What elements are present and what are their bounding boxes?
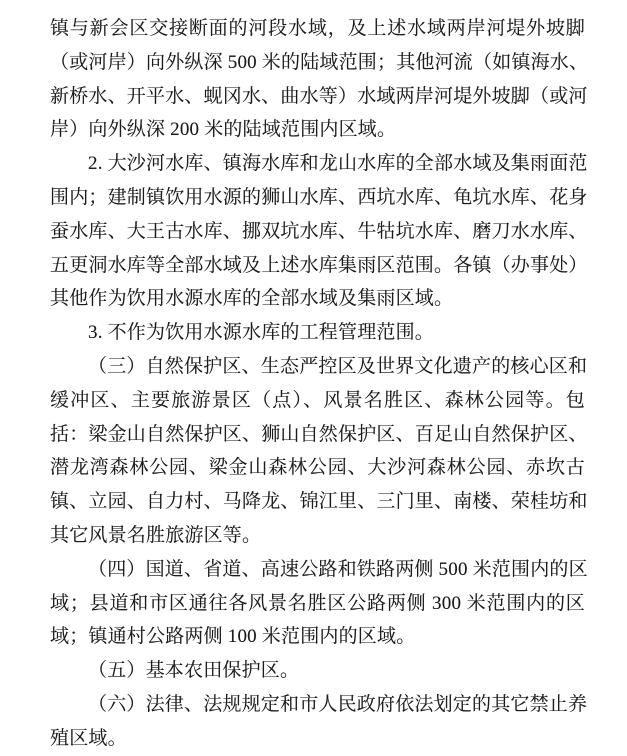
text-line: 2. 大沙河水库、镇海水库和龙山水库的全部水域及集雨面范	[88, 153, 588, 175]
text-line: 镇、立园、自力村、马降龙、锦江里、三门里、南楼、荣桂坊和	[50, 491, 588, 513]
text-line: 岸）向外纵深 200 米的陆域范围内区域。	[50, 119, 397, 141]
text-line: 蚕水库、大王古水库、挪双坑水库、牛牯坑水库、磨刀水水库、	[50, 220, 588, 242]
text-line: 域；县道和市区通往各风景名胜区公路两侧 300 米范围内的区	[50, 592, 585, 614]
text-line: （四）国道、省道、高速公路和铁路两侧 500 米范围内的区	[88, 558, 588, 580]
text-line: 缓冲区、主要旅游景区（点）、风景名胜区、森林公园等。包	[50, 389, 585, 411]
text-line: 3. 不作为饮用水源水库的工程管理范围。	[88, 322, 435, 344]
text-line: 镇与新会区交接断面的河段水域，及上述水域两岸河堤外坡脚	[50, 18, 585, 39]
text-line: 其他作为饮用水源水库的全部水域及集雨区域。	[50, 288, 454, 310]
text-line: （六）法律、法规规定和市人民政府依法划定的其它禁止养	[88, 693, 588, 715]
text-line: 五更洞水库等全部水域及上述水库集雨区范围。各镇（办事处）	[50, 254, 588, 276]
text-line: 围内；建制镇饮用水源的狮山水库、西坑水库、龟坑水库、花身	[50, 186, 588, 208]
text-line: 潜龙湾森林公园、梁金山森林公园、大沙河森林公园、赤坎古	[50, 457, 585, 479]
text-line: 新桥水、开平水、蚬冈水、曲水等）水域两岸河堤外坡脚（或河	[50, 85, 588, 107]
text-line: 其它风景名胜旅游区等。	[50, 524, 262, 546]
text-line: 殖区域。	[50, 727, 127, 749]
text-line: （或河岸）向外纵深 500 米的陆域范围；其他河流（如镇海水、	[50, 51, 589, 73]
text-line: （五）基本农田保护区。	[88, 660, 300, 682]
document-text	[50, 12, 589, 756]
text-line: 域；镇通村公路两侧 100 米范围内的区域。	[50, 626, 416, 648]
text-line: 括：梁金山自然保护区、狮山自然保护区、百足山自然保护区、	[50, 423, 588, 445]
text-line: （三）自然保护区、生态严控区及世界文化遗产的核心区和	[88, 355, 588, 377]
